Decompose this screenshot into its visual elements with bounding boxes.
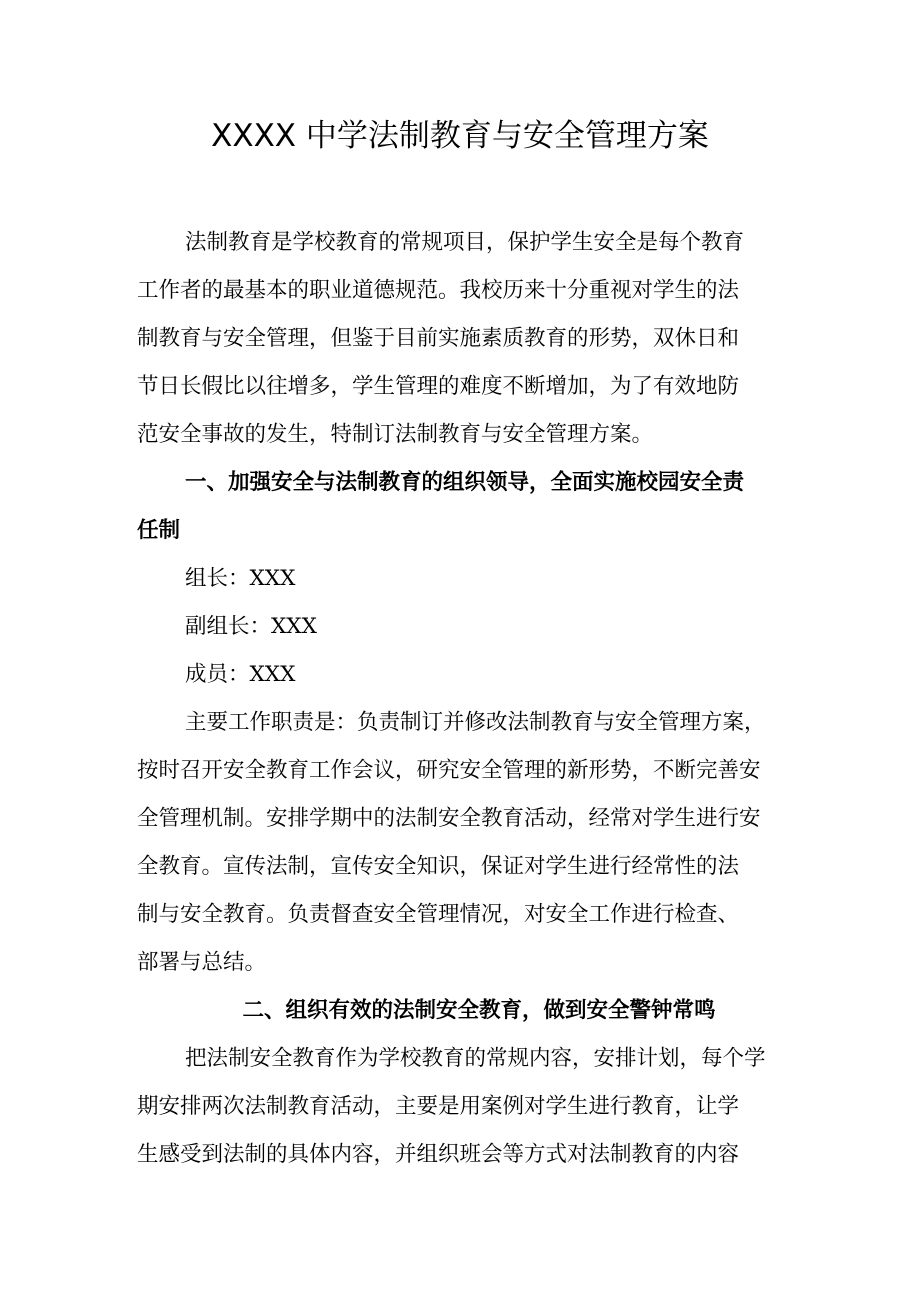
paragraph-line: 生感受到法制的具体内容，并组织班会等方式对法制教育的内容 [137,1142,740,1167]
section-heading-2: 二、组织有效的法制安全教育，做到安全警钟常鸣 [242,998,716,1023]
paragraph-line: 全教育。宣传法制，宣传安全知识，保证对学生进行经常性的法 [137,854,740,879]
section-heading-1: 一、加强安全与法制教育的组织领导，全面实施校园安全责 [185,470,745,495]
team-members: 成员：XXX [185,662,296,687]
document-body [137,219,797,1179]
team-deputy-leader: 副组长：XXX [185,614,317,639]
paragraph-line: 主要工作职责是：负责制订并修改法制教育与安全管理方案， [185,710,766,735]
paragraph-line: 按时召开安全教育工作会议，研究安全管理的新形势，不断完善安 [137,758,761,783]
paragraph-line: 全管理机制。安排学期中的法制安全教育活动，经常对学生进行安 [137,806,761,831]
paragraph-line: 工作者的最基本的职业道德规范。我校历来十分重视对学生的法 [137,278,740,303]
paragraph-line: 制与安全教育。负责督查安全管理情况，对安全工作进行检查、 [137,902,740,927]
paragraph-line: 范安全事故的发生，特制订法制教育与安全管理方案。 [137,422,654,447]
document-title: XXXX 中学法制教育与安全管理方案 [211,118,709,154]
paragraph-line: 部署与总结。 [137,950,267,975]
team-leader: 组长：XXX [185,566,296,591]
paragraph-line: 节日长假比以往增多，学生管理的难度不断增加，为了有效地防 [137,374,740,399]
paragraph-line: 法制教育是学校教育的常规项目，保护学生安全是每个教育 [185,230,745,255]
paragraph-line: 期安排两次法制教育活动，主要是用案例对学生进行教育，让学 [137,1094,740,1119]
section-heading-1-continued: 任制 [137,518,181,543]
paragraph-line: 制教育与安全管理，但鉴于目前实施素质教育的形势，双休日和 [137,326,740,351]
paragraph-line: 把法制安全教育作为学校教育的常规内容，安排计划，每个学 [185,1046,766,1071]
